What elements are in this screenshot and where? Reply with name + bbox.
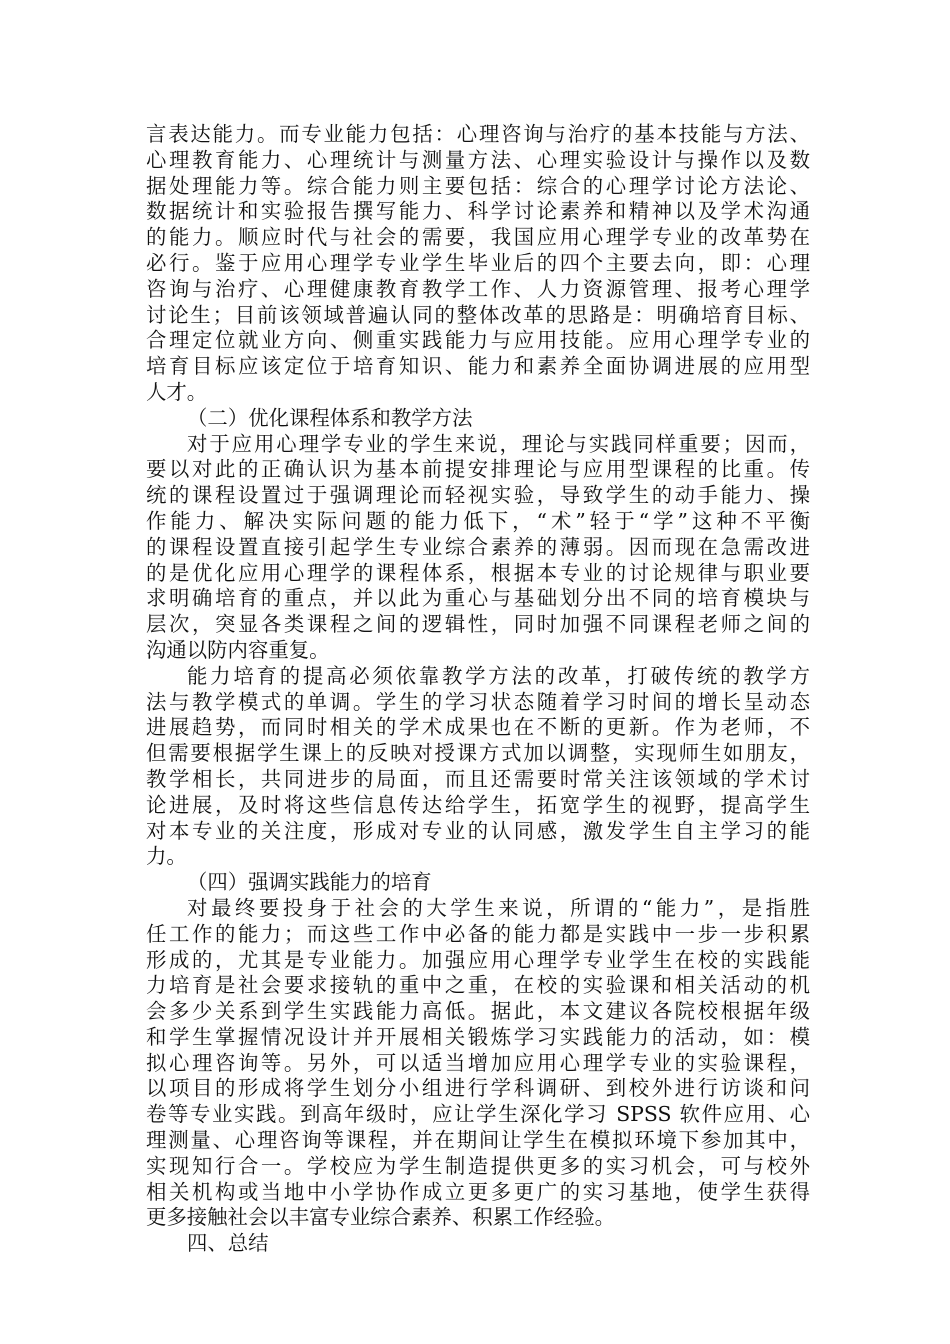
- text-line: 统的课程设置过于强调理论而轻视实验，导致学生的动手能力、操: [146, 483, 810, 508]
- text-line: 能力培育的提高必须依靠教学方法的改革，打破传统的教学方: [187, 663, 810, 688]
- text-line: 合理定位就业方向、侧重实践能力与应用技能。应用心理学专业的: [146, 328, 810, 353]
- text-line: 更多接触社会以丰富专业综合素养、积累工作经验。: [146, 1205, 615, 1230]
- text-line: 进展趋势，而同时相关的学术成果也在不断的更新。作为老师，不: [146, 715, 810, 740]
- text-line: 人才。: [146, 379, 208, 404]
- text-line: 必行。鉴于应用心理学专业学生毕业后的四个主要去向，即：心理: [146, 250, 810, 275]
- text-line: 据处理能力等。综合能力则主要包括：综合的心理学讨论方法论、: [146, 173, 810, 198]
- text-line: 数据统计和实验报告撰写能力、科学讨论素养和精神以及学术沟通: [146, 199, 810, 224]
- text-line: 卷等专业实践。到高年级时，应让学生深化学习 SPSS 软件应用、心: [146, 1102, 810, 1127]
- text-line: 讨论生；目前该领域普遍认同的整体改革的思路是：明确培育目标、: [146, 302, 810, 327]
- text-line: 任工作的能力；而这些工作中必备的能力都是实践中一步一步积累: [146, 921, 810, 946]
- text-line: 培育目标应该定位于培育知识、能力和素养全面协调进展的应用型: [146, 354, 810, 379]
- text-line: 教学相长，共同进步的局面，而且还需要时常关注该领域的学术讨: [146, 766, 810, 791]
- text-line: 要以对此的正确认识为基本前提安排理论与应用型课程的比重。传: [146, 457, 810, 482]
- text-line: 的能力。顺应时代与社会的需要，我国应用心理学专业的改革势在: [146, 225, 810, 250]
- text-line: 的课程设置直接引起学生专业综合素养的薄弱。因而现在急需改进: [146, 534, 810, 559]
- text-line: 心理教育能力、心理统计与测量方法、心理实验设计与操作以及数: [146, 147, 810, 172]
- text-line: 作能力、解决实际问题的能力低下，“术”轻于“学”这种不平衡: [146, 508, 810, 533]
- text-line: 的是优化应用心理学的课程体系，根据本专业的讨论规律与职业要: [146, 560, 810, 585]
- text-line: 咨询与治疗、心理健康教育教学工作、人力资源管理、报考心理学: [146, 276, 810, 301]
- text-line: 力培育是社会要求接轨的重中之重，在校的实验课和相关活动的机: [146, 973, 810, 998]
- text-line: 会多少关系到学生实践能力高低。据此，本文建议各院校根据年级: [146, 999, 810, 1024]
- text-line: 层次，突显各类课程之间的逻辑性，同时加强不同课程老师之间的: [146, 612, 810, 637]
- text-line: 对于应用心理学专业的学生来说，理论与实践同样重要；因而，: [187, 431, 810, 456]
- text-line: 形成的，尤其是专业能力。加强应用心理学专业学生在校的实践能: [146, 947, 810, 972]
- text-line: 相关机构或当地中小学协作成立更多更广的实习基地，使学生获得: [146, 1179, 810, 1204]
- document-page: [146, 122, 810, 1257]
- text-line: 求明确培育的重点，并以此为重心与基础划分出不同的培育模块与: [146, 586, 810, 611]
- text-line: 拟心理咨询等。另外，可以适当增加应用心理学专业的实验课程，: [146, 1050, 810, 1075]
- text-line: 理测量、心理咨询等课程，并在期间让学生在模拟环境下参加其中，: [146, 1128, 810, 1153]
- text-line: 以项目的形成将学生划分小组进行学科调研、到校外进行访谈和问: [146, 1076, 810, 1101]
- text-line: 言表达能力。而专业能力包括：心理咨询与治疗的基本技能与方法、: [146, 122, 810, 146]
- text-line: 和学生掌握情况设计并开展相关锻炼学习实践能力的活动，如：模: [146, 1024, 810, 1049]
- text-line: 但需要根据学生课上的反映对授课方式加以调整，实现师生如朋友，: [146, 741, 810, 766]
- text-line: 论进展，及时将这些信息传达给学生，拓宽学生的视野，提高学生: [146, 792, 810, 817]
- section-heading: （二）优化课程体系和教学方法: [187, 405, 473, 430]
- text-line: 实现知行合一。学校应为学生制造提供更多的实习机会，可与校外: [146, 1153, 810, 1178]
- text-line: 力。: [146, 844, 187, 869]
- text-line: 对最终要投身于社会的大学生来说，所谓的“能力”，是指胜: [187, 895, 810, 920]
- text-line: 对本专业的关注度，形成对专业的认同感，激发学生自主学习的能: [146, 818, 810, 843]
- text-line: 法与教学模式的单调。学生的学习状态随着学习时间的增长呈动态: [146, 689, 810, 714]
- section-heading: （四）强调实践能力的培育: [187, 870, 432, 895]
- section-heading: 四、总结: [187, 1231, 269, 1256]
- text-line: 沟通以防内容重复。: [146, 637, 330, 662]
